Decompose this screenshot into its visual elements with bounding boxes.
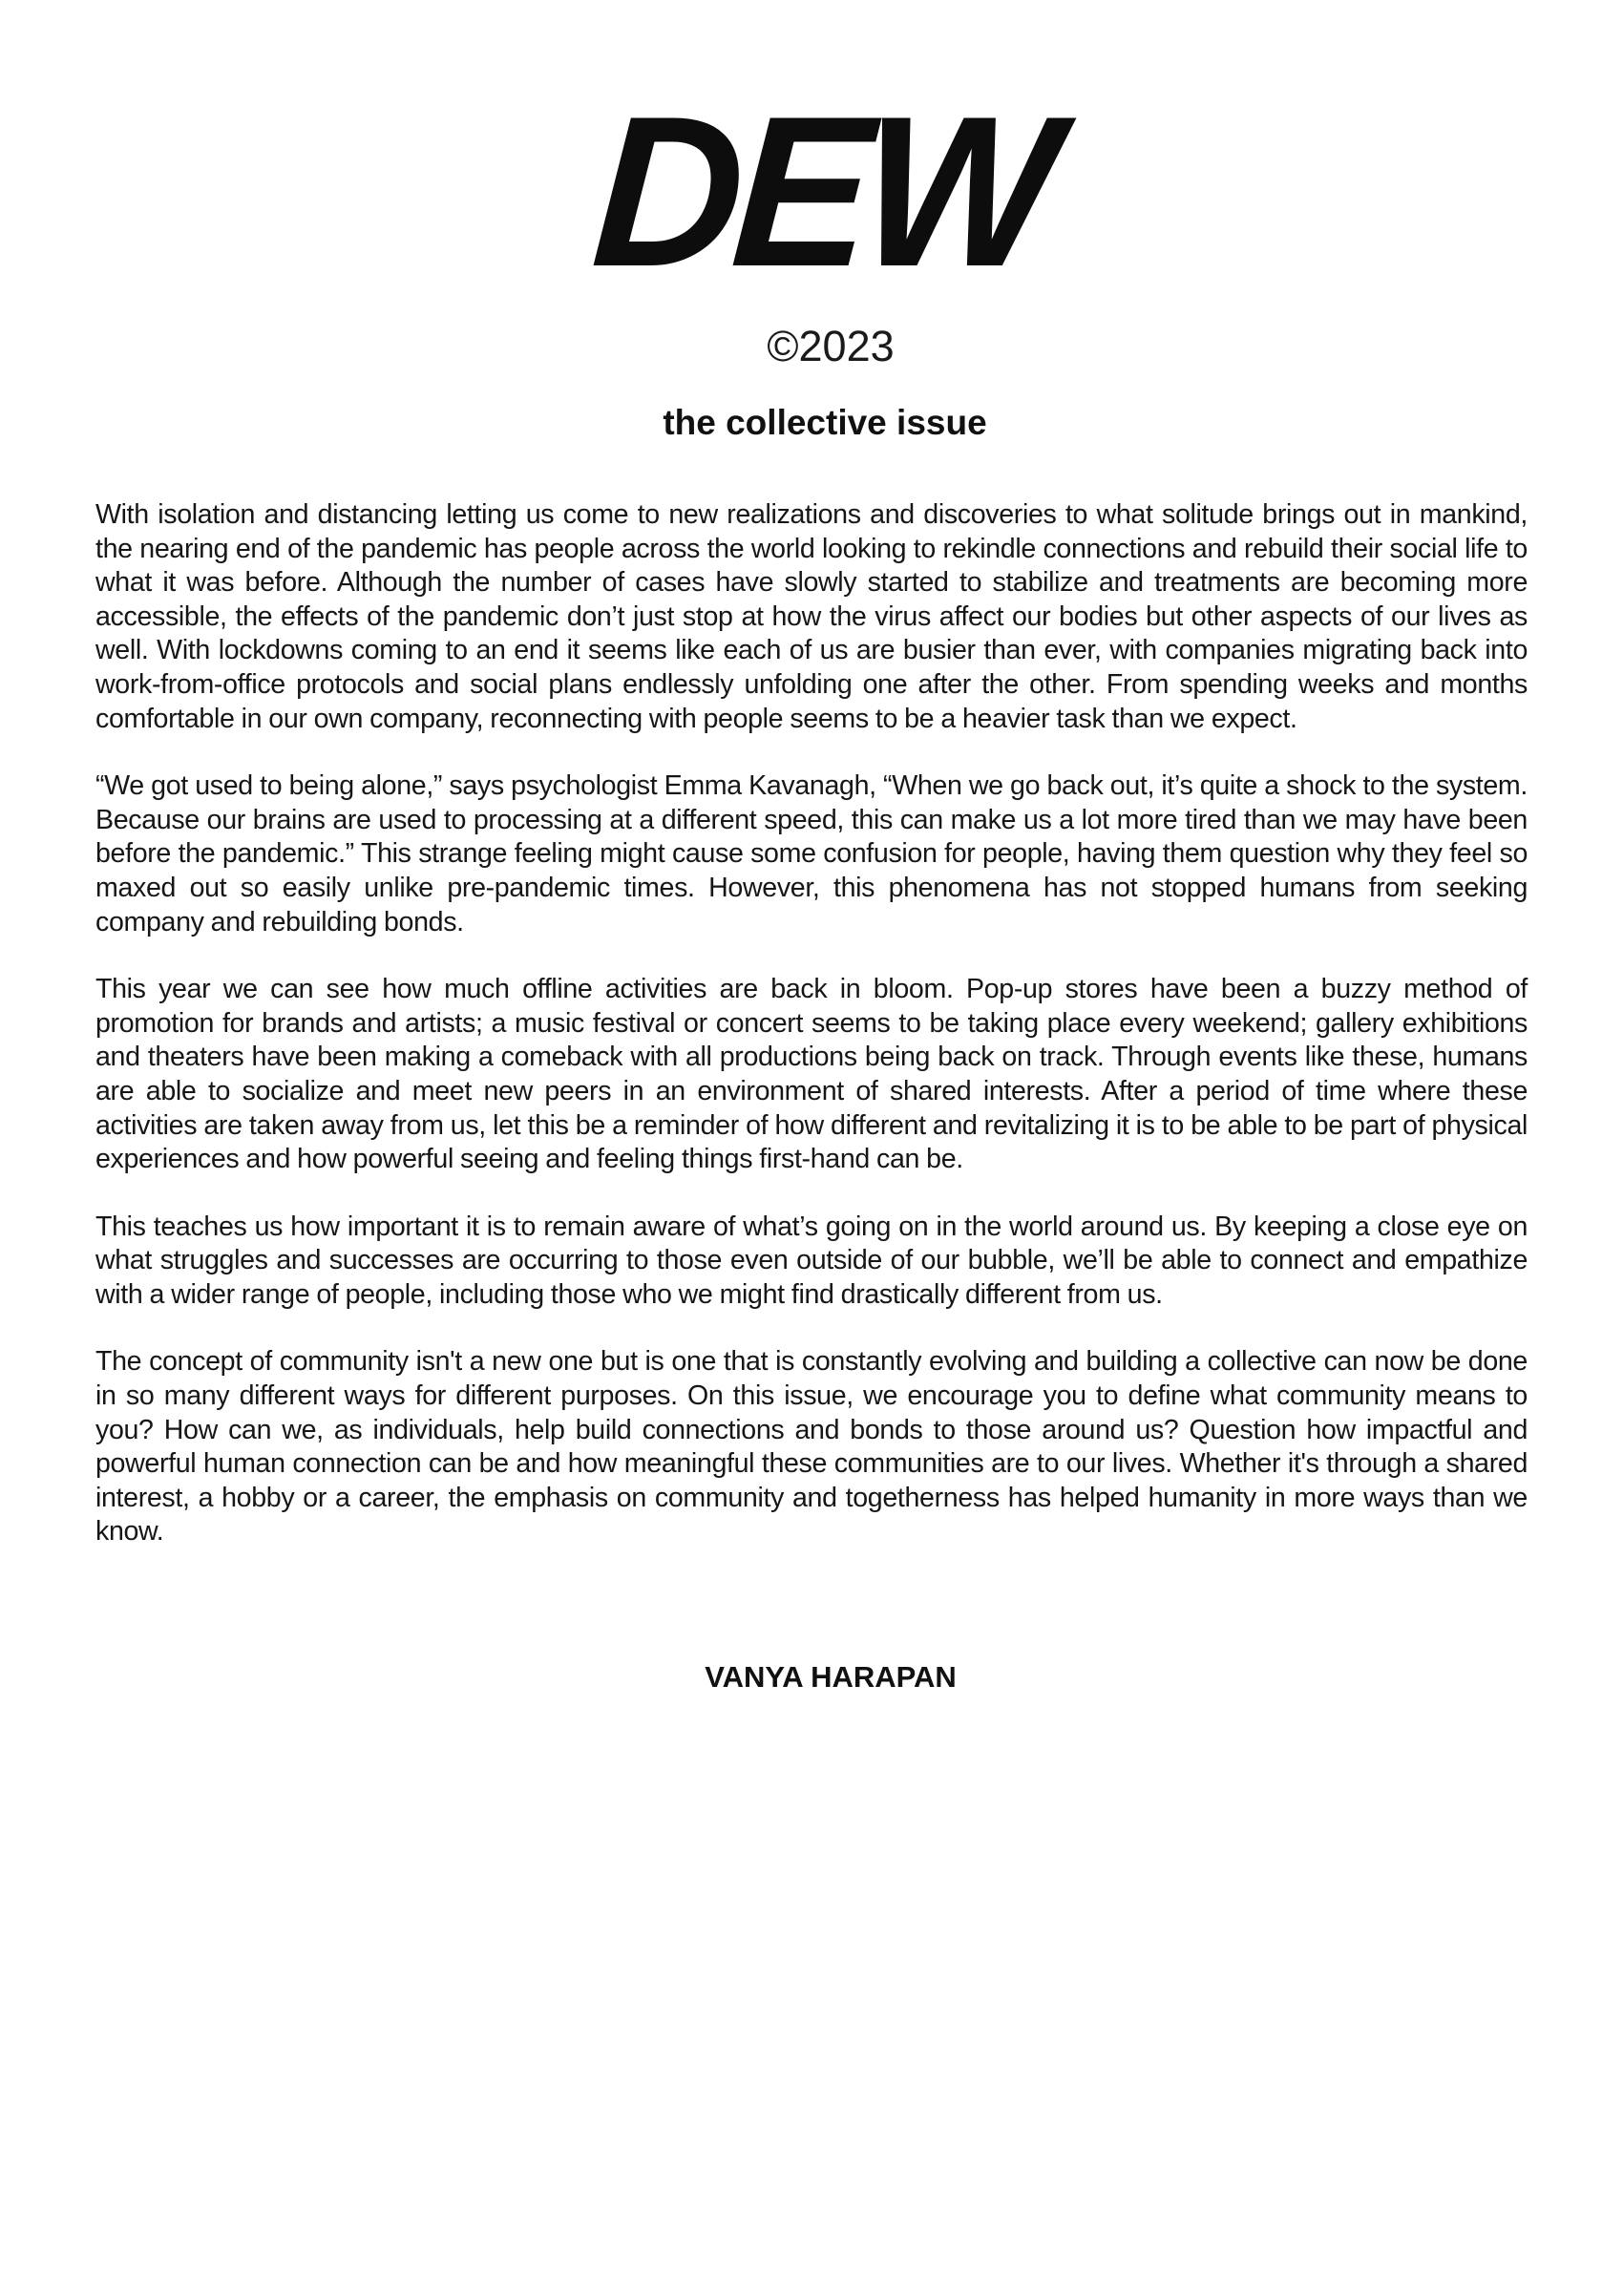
article-paragraph: “We got used to being alone,” says psychologist Emma Kavanagh, “When we go back out, it’s quite a shock to the system. Because our brains are used to processing at a different speed, this can make us a lot more tired than we may have been before the pandemic.” This strange feeling might cause some confusion for people, having them question why they feel so maxed out so easily unlike pre-pandemic times. However, this phenomena has not stopped humans from seeking company and rebuilding bonds. [95,770,1528,937]
dew-logo: DEW [586,71,1056,311]
copyright-year: ©2023 [767,322,895,370]
issue-title: the collective issue [663,403,987,442]
author-signature: VANYA HARAPAN [705,1660,957,1694]
editorial-article [95,498,1528,1583]
article-paragraph: With isolation and distancing letting us come to new realizations and discoveries to what solitude brings out in mankind, the nearing end of the pandemic has people across the world looking to rekindle connections and rebuild their social life to what it was before. Although the number of cases have slowly started to stabilize and treatments are becoming more accessible, the effects of the pandemic don’t just stop at how the virus affect our bodies but other aspects of our lives as well. With lockdowns coming to an end it seems like each of us are busier than ever, with companies migrating back into work-from-office protocols and social plans endlessly unfolding one after the other. From spending weeks and months comfortable in our own company, reconnecting with people seems to be a heavier task than we expect. [95,499,1528,734]
article-paragraph: The concept of community isn't a new one but is one that is constantly evolving and building a collective can now be done in so many different ways for different purposes. On this issue, we encourage you to define what community means to you? How can we, as individuals, help build connections and bonds to those around us? Question how impactful and powerful human connection can be and how meaningful these communities are to our lives. Whether it's through a shared interest, a hobby or a career, the emphasis on community and togetherness has helped humanity in more ways than we know. [95,1346,1528,1548]
masthead [0,71,1623,311]
article-paragraph: This year we can see how much offline activities are back in bloom. Pop-up stores have been a buzzy method of promotion for brands and artists; a music festival or concert seems to be taking place every weekend; gallery exhibitions and theaters have been making a comeback with all productions being back on track. Through events like these, humans are able to socialize and meet new peers in an environment of shared interests. After a period of time where these activities are taken away from us, let this be a reminder of how different and revitalizing it is to be able to be part of physical experiences and how powerful seeing and feeling things first-hand can be. [95,974,1528,1175]
article-paragraph: This teaches us how important it is to remain aware of what’s going on in the world around us. By keeping a close eye on what struggles and successes are occurring to those even outside of our bubble, we’ll be able to connect and empathize with a wider range of people, including those who we might find drastically different from us. [95,1211,1528,1310]
